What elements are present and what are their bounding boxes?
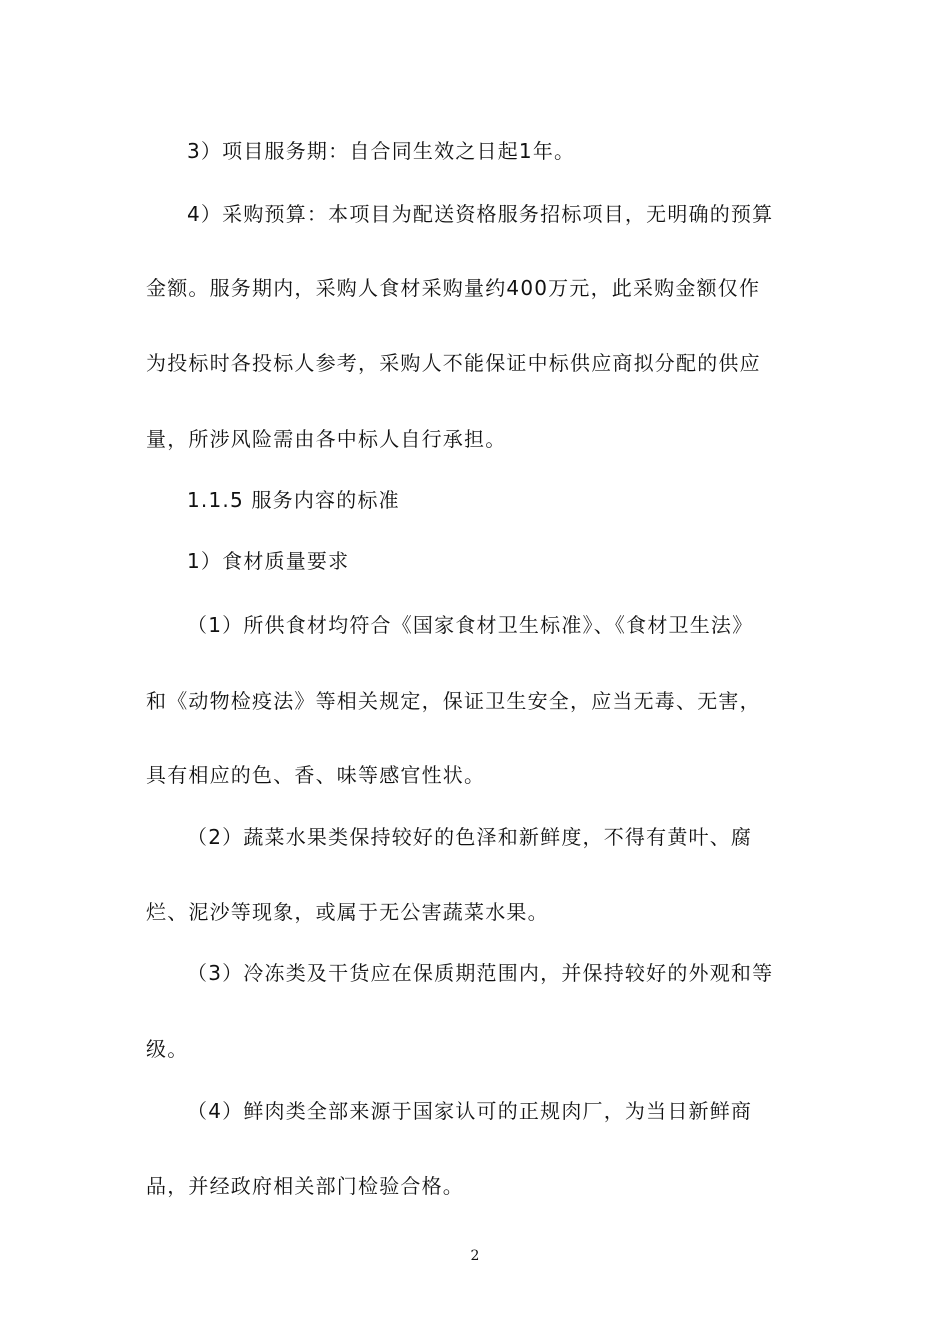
item-1-line-1: （1）所供食材均符合《国家食材卫生标准》、《食材卫生法》: [187, 613, 754, 637]
item-3-line-1: （3）冷冻类及干货应在保质期范围内，并保持较好的外观和等: [187, 961, 774, 985]
paragraph-budget-line-1: 4）采购预算：本项目为配送资格服务招标项目，无明确的预算: [187, 202, 774, 226]
item-4-line-1: （4）鲜肉类全部来源于国家认可的正规肉厂，为当日新鲜商: [187, 1099, 753, 1123]
paragraph-budget-line-2: 金额。服务期内，采购人食材采购量约400万元，此采购金额仅作: [146, 276, 761, 300]
item-3-line-2: 级。: [146, 1037, 189, 1061]
subheading-food-quality: 1）食材质量要求: [187, 549, 350, 573]
paragraph-budget-line-4: 量，所涉风险需由各中标人自行承担。: [146, 427, 507, 451]
paragraph-budget-line-3: 为投标时各投标人参考，采购人不能保证中标供应商拟分配的供应: [146, 351, 761, 375]
item-1-line-2: 和《动物检疫法》等相关规定，保证卫生安全，应当无毒、无害，: [146, 689, 761, 713]
paragraph-service-period: 3）项目服务期：自合同生效之日起1年。: [187, 139, 576, 163]
page-number: 2: [470, 1248, 480, 1264]
item-2-line-2: 烂、泥沙等现象，或属于无公害蔬菜水果。: [146, 900, 549, 924]
item-4-line-2: 品，并经政府相关部门检验合格。: [146, 1174, 464, 1198]
item-1-line-3: 具有相应的色、香、味等感官性状。: [146, 763, 486, 787]
item-2-line-1: （2）蔬菜水果类保持较好的色泽和新鲜度，不得有黄叶、腐: [187, 825, 753, 849]
section-heading-1-1-5: 1.1.5 服务内容的标准: [187, 488, 400, 512]
